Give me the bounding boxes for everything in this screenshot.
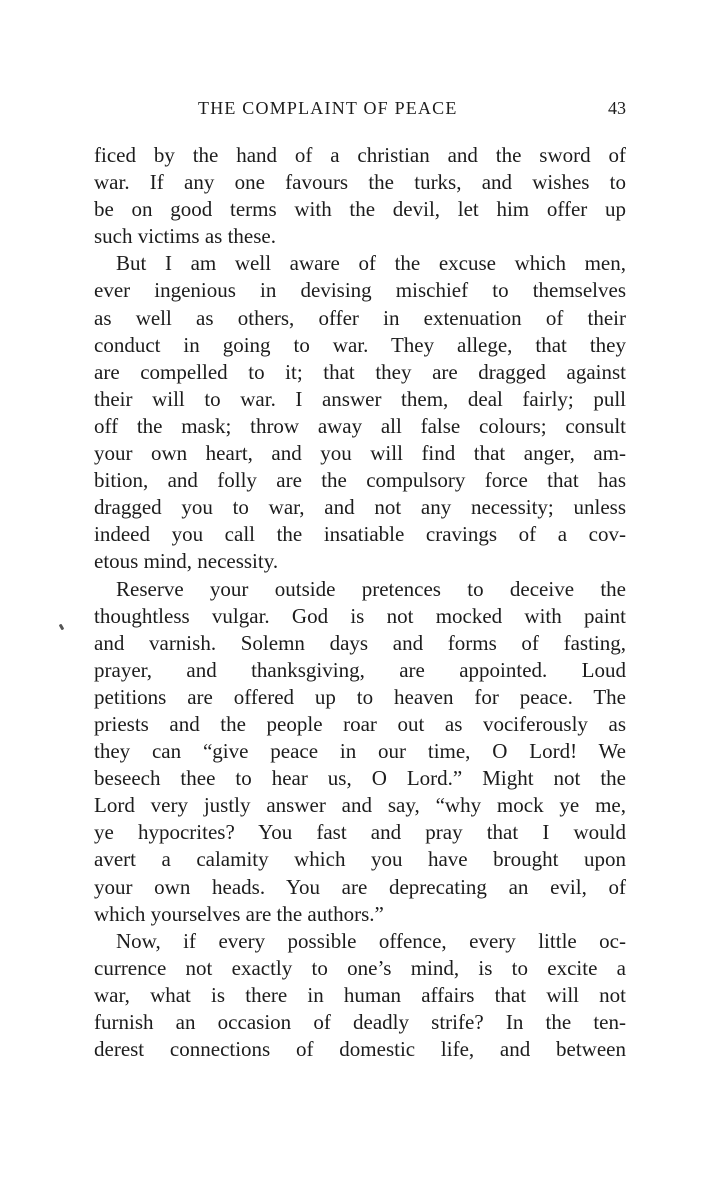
page-header (94, 98, 626, 126)
text-line: furnish an occasion of deadly strife? In the ten- (94, 1010, 626, 1034)
text-line: war, what is there in human affairs that will not (94, 982, 626, 1007)
text-line: currence not exactly to one’s mind, is to excite a (94, 955, 626, 980)
text-line: etous mind, necessity. (94, 549, 279, 574)
text-line: your own heads. You are deprecating an evil, of (94, 874, 626, 899)
text-line: which yourselves are the authors.” (94, 901, 384, 926)
text-line: Lord very justly answer and say, “why mock ye me, (94, 793, 626, 818)
text-line: dragged you to war, and not any necessity; unless (94, 495, 626, 520)
margin-speck (59, 624, 65, 631)
running-title: THE COMPLAINT OF PEACE (198, 98, 458, 118)
text-line: and varnish. Solemn days and forms of fasting, (94, 630, 626, 655)
text-line: are compelled to it; that they are dragged against (94, 359, 626, 384)
text-line: conduct in going to war. They allege, that they (94, 332, 626, 357)
text-line: beseech thee to hear us, O Lord.” Might not the (94, 766, 626, 791)
text-line: ever ingenious in devising mischief to themselves (94, 278, 626, 303)
text-line: petitions are offered up to heaven for peace. The (94, 684, 626, 709)
text-line: as well as others, offer in extenuation of their (94, 305, 626, 330)
text-line: avert a calamity which you have brought upon (94, 847, 626, 872)
text-line: But I am well aware of the excuse which men, (116, 251, 626, 276)
text-line: priests and the people roar out as vociferously as (94, 711, 626, 736)
body-text (94, 142, 626, 1063)
text-line: ye hypocrites? You fast and pray that I would (94, 820, 626, 845)
text-line: off the mask; throw away all false colours; consult (94, 413, 626, 438)
text-line: indeed you call the insatiable cravings of a cov- (94, 522, 626, 547)
text-line: such victims as these. (94, 224, 276, 249)
text-line: Now, if every possible offence, every little oc- (116, 928, 626, 953)
text-line: derest connections of domestic life, and between (94, 1037, 626, 1062)
text-line: ficed by the hand of a christian and the sword of (94, 143, 626, 167)
text-line: bition, and folly are the compulsory force that has (94, 468, 626, 493)
text-line: Reserve your outside pretences to deceive the (116, 576, 626, 601)
text-line: prayer, and thanksgiving, are appointed. Loud (94, 657, 626, 682)
text-line: war. If any one favours the turks, and wishes to (94, 170, 626, 195)
text-line: your own heart, and you will find that anger, am- (94, 441, 626, 466)
text-line: thoughtless vulgar. God is not mocked with paint (94, 603, 626, 628)
page-number: 43 (608, 98, 626, 118)
text-line: their will to war. I answer them, deal fairly; pull (94, 386, 626, 411)
text-line: they can “give peace in our time, O Lord! We (94, 739, 626, 764)
text-line: be on good terms with the devil, let him offer up (94, 197, 626, 222)
